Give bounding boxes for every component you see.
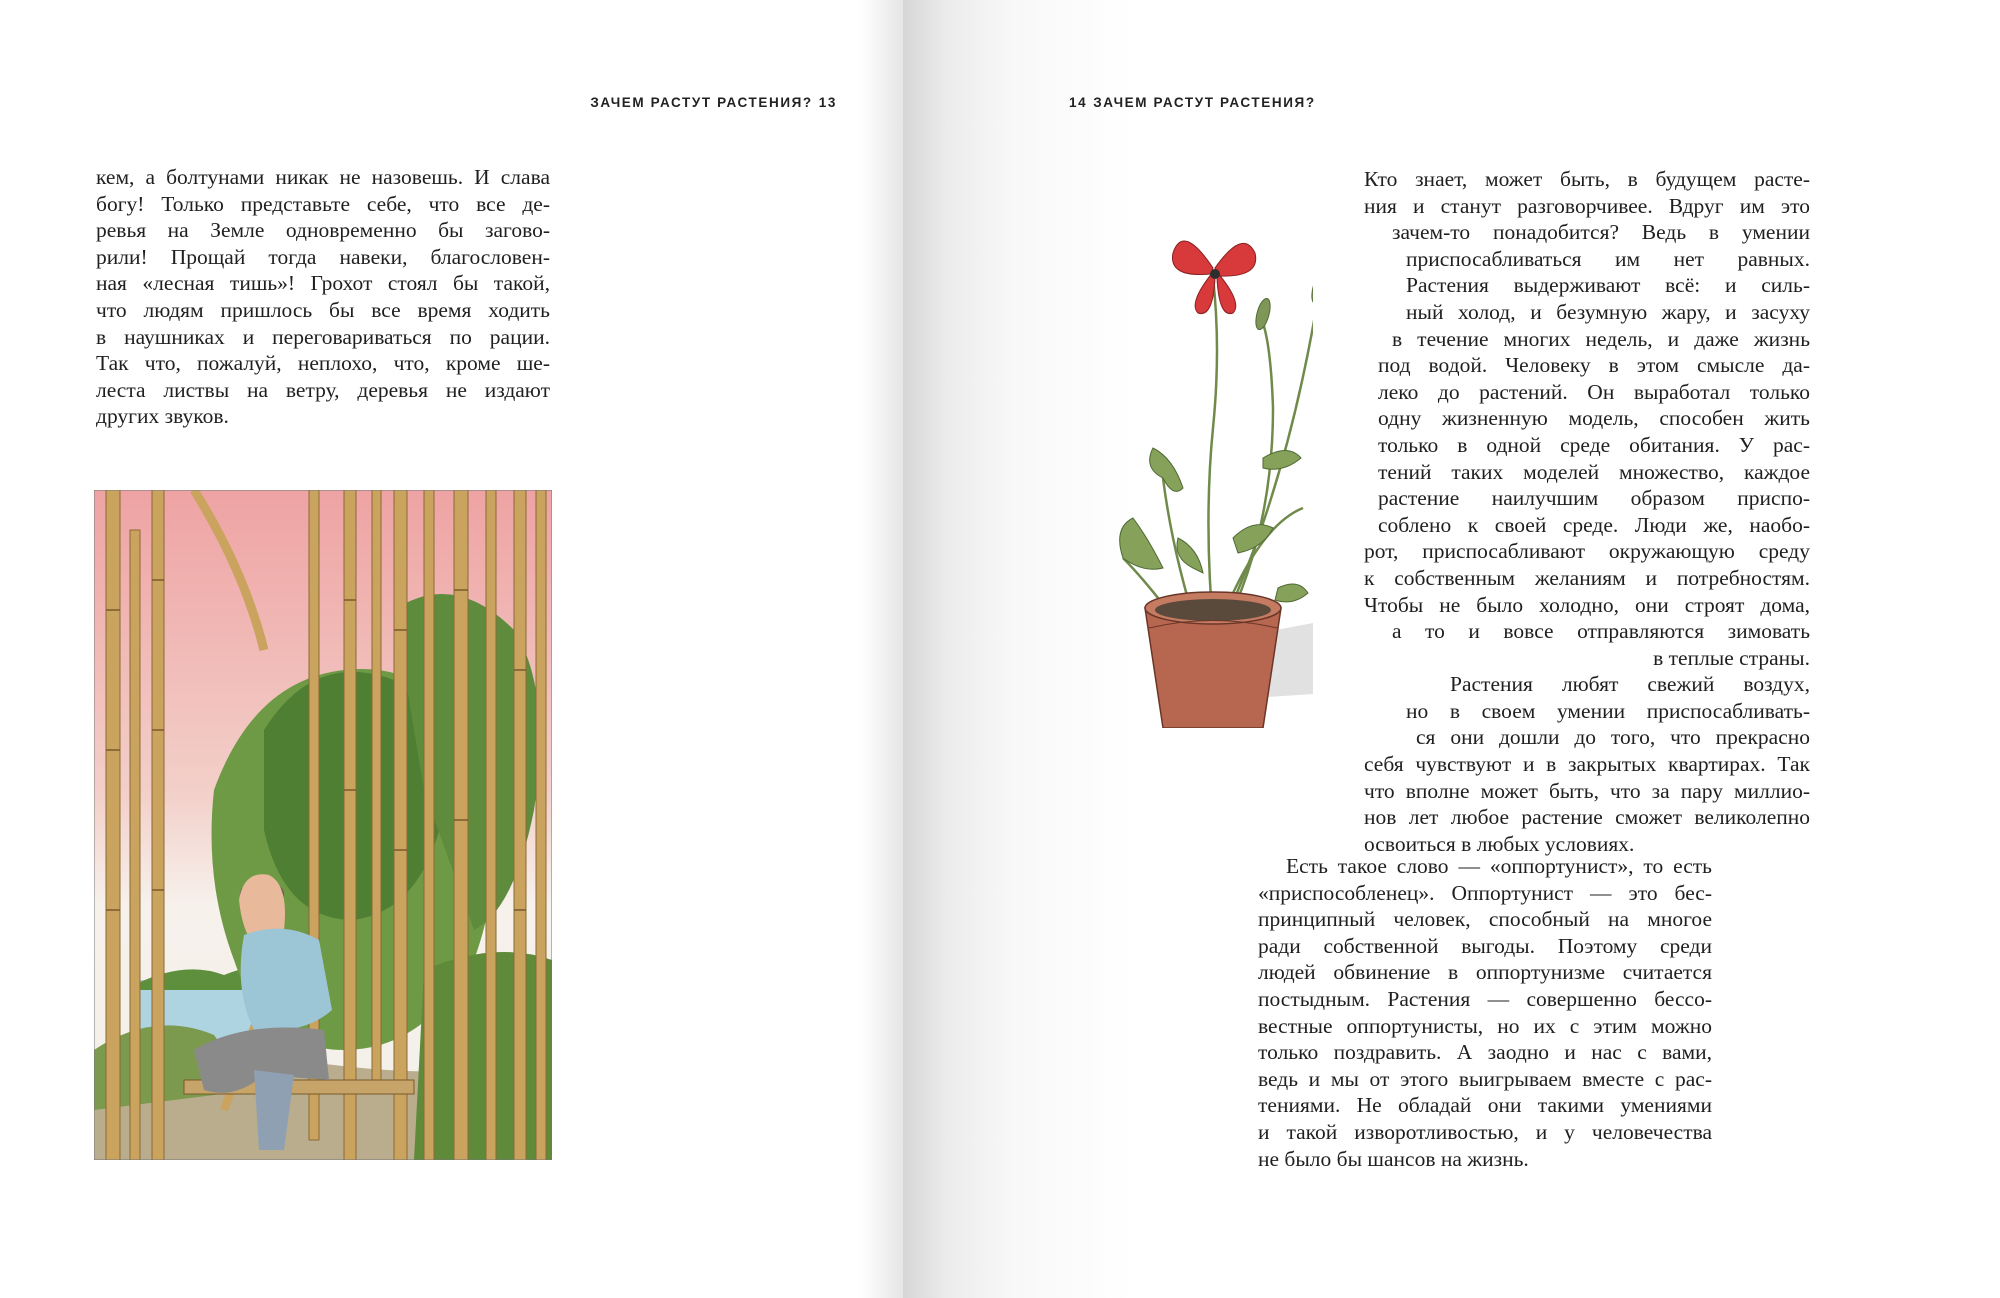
page-number-right: 14 [1069, 95, 1088, 110]
text-line: богу! Только представьте себе, что все де- [96, 191, 550, 216]
text-line: растение наилучшим образом приспо- [1378, 486, 1810, 511]
running-head-right [1063, 95, 1316, 110]
text-line: ревья на Земле одновременно бы загово- [96, 218, 550, 243]
left-page [0, 0, 903, 1298]
right-body-text-top [1364, 166, 1810, 857]
text-line: вестные оппортунисты, но их с этим можно [1258, 1013, 1712, 1038]
text-line: тений таких моделей множество, каждое [1378, 459, 1810, 484]
right-page [903, 0, 2000, 1298]
text-line: соблено к своей среде. Люди же, наобо- [1378, 512, 1810, 537]
text-line: «приспособленец». Оппортунист — это бес- [1258, 880, 1712, 905]
text-line: а то и вовсе отправляются зимовать [1392, 619, 1810, 644]
text-line: что людям пришлось бы все время ходить [96, 297, 550, 322]
text-line: Так что, пожалуй, неплохо, что, кроме ше- [96, 351, 550, 376]
text-line: Кто знает, может быть, в будущем расте- [1364, 167, 1810, 191]
running-head-title: ЗАЧЕМ РАСТУТ РАСТЕНИЯ? [590, 95, 813, 110]
text-line: в теплые страны. [1653, 645, 1810, 670]
text-line: леста листвы на ветру, деревья не издают [96, 377, 550, 402]
text-line: Есть такое слово — «оппортунист», то есть [1286, 854, 1712, 878]
text-line: принципный человек, способный на многое [1258, 907, 1712, 932]
text-line: постыдным. Растения — совершенно бессо- [1258, 986, 1712, 1011]
text-line: рили! Прощай тогда навеки, благословен- [96, 244, 550, 269]
text-line: ния и станут разговорчивее. Вдруг им это [1364, 193, 1810, 218]
text-line: и такой изворотливостью, и у человечества [1258, 1119, 1712, 1144]
text-line: ный холод, и безумную жару, и засуху [1406, 299, 1810, 324]
running-head-title: ЗАЧЕМ РАСТУТ РАСТЕНИЯ? [1093, 95, 1316, 110]
page-number-left: 13 [818, 95, 837, 110]
running-head-left [590, 95, 843, 110]
text-line: нов лет любое растение сможет великолепно [1364, 805, 1810, 830]
text-line: ся они дошли до того, что прекрасно [1416, 725, 1810, 750]
text-line: рот, приспосабливают окружающую среду [1364, 539, 1810, 564]
right-body-text-bottom [1258, 853, 1712, 1172]
left-body-text [96, 164, 550, 430]
text-line: под водой. Человеку в этом смысле да- [1378, 353, 1810, 378]
text-line: Чтобы не было холодно, они строят дома, [1364, 592, 1810, 617]
text-line: к собственным желаниям и потребностям. [1364, 565, 1810, 590]
text-line: людей обвинение в оппортунизме считается [1258, 960, 1712, 985]
forest-illustration [94, 490, 552, 1160]
text-line: Растения любят свежий воздух, [1450, 672, 1810, 697]
text-line: но в своем умении приспосабливать- [1406, 698, 1810, 723]
text-line: не было бы шансов на жизнь. [1258, 1146, 1529, 1171]
text-line: тениями. Не обладай они такими умениями [1258, 1093, 1712, 1118]
text-line: себя чувствуют и в закрытых квартирах. Так [1364, 752, 1810, 777]
text-line: ная «лесная тишь»! Грохот стоял бы такой, [96, 271, 550, 296]
text-line: ведь и мы от этого выигрываем вместе с рас- [1258, 1066, 1712, 1091]
text-line: леко до растений. Он выработал только [1378, 379, 1810, 404]
text-line: приспосабливаться им нет равных. [1406, 246, 1810, 271]
text-line: только в одной среде обитания. У рас- [1378, 432, 1810, 457]
text-line: Растения выдерживают всё: и силь- [1406, 273, 1810, 298]
text-line: одну жизненную модель, способен жить [1378, 406, 1810, 431]
poppy-pot-illustration [1103, 228, 1313, 728]
text-line: зачем-то понадобится? Ведь в умении [1392, 220, 1810, 245]
text-line: что вполне может быть, что за пару миллио- [1364, 778, 1810, 803]
text-line: ради собственной выгоды. Поэтому среди [1258, 933, 1712, 958]
text-line: освоиться в любых условиях. [1364, 831, 1635, 856]
text-line: других звуков. [96, 404, 229, 429]
text-line: в течение многих недель, и даже жизнь [1392, 326, 1810, 351]
text-line: в наушниках и переговариваться по рации. [96, 324, 550, 349]
text-line: только поздравить. А заодно и нас с вами, [1258, 1040, 1712, 1065]
text-line: кем, а болтунами никак не назовешь. И слава [96, 165, 550, 189]
